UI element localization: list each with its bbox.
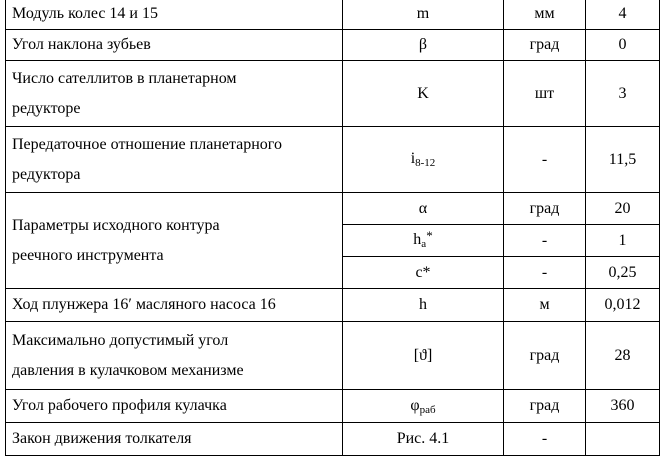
param-symbol: K bbox=[343, 61, 504, 127]
param-name-line: редуктора bbox=[12, 165, 81, 183]
param-unit: м bbox=[504, 289, 586, 322]
param-unit: шт bbox=[504, 61, 586, 127]
param-name-line: редукторе bbox=[12, 99, 81, 117]
param-unit: град bbox=[504, 193, 586, 225]
table-row bbox=[6, 289, 660, 322]
table-row bbox=[6, 61, 660, 127]
symbol-subscript: 8-12 bbox=[415, 157, 436, 169]
table-row bbox=[6, 0, 660, 30]
table-row bbox=[6, 322, 660, 390]
param-name-line: реечного инструмента bbox=[12, 246, 164, 264]
table-row bbox=[6, 30, 660, 61]
param-unit: - bbox=[504, 225, 586, 257]
param-name-line: Число сателлитов в планетарном bbox=[12, 69, 237, 87]
symbol-base: i bbox=[410, 150, 416, 167]
param-symbol bbox=[343, 225, 504, 257]
param-name: Закон движения толкателя bbox=[6, 423, 343, 456]
param-name bbox=[6, 127, 343, 193]
param-unit: град bbox=[504, 322, 586, 390]
table-row bbox=[6, 423, 660, 456]
param-name: Модуль колес 14 и 15 bbox=[6, 0, 343, 30]
param-symbol bbox=[343, 127, 504, 193]
param-unit: мм bbox=[504, 0, 586, 30]
param-value: 1 bbox=[586, 225, 660, 257]
param-symbol: [ϑ] bbox=[343, 322, 504, 390]
table-row bbox=[6, 390, 660, 423]
param-name: Угол рабочего профиля кулачка bbox=[6, 390, 343, 423]
table-row bbox=[6, 193, 660, 225]
param-name bbox=[6, 61, 343, 127]
param-name-line: Параметры исходного контура bbox=[12, 216, 220, 234]
symbol-subscript: раб bbox=[419, 403, 436, 416]
table-row bbox=[6, 127, 660, 193]
param-value: 3 bbox=[586, 61, 660, 127]
param-value: 11,5 bbox=[586, 127, 660, 193]
param-symbol: α bbox=[343, 193, 504, 225]
param-value: 20 bbox=[586, 193, 660, 225]
param-unit: - bbox=[504, 127, 586, 193]
param-symbol: m bbox=[343, 0, 504, 30]
param-unit: - bbox=[504, 423, 586, 456]
param-value: 360 bbox=[586, 390, 660, 423]
symbol-subscript: a bbox=[421, 238, 427, 250]
symbol-base: h bbox=[413, 231, 422, 248]
param-value bbox=[586, 423, 660, 456]
parameters-table bbox=[5, 0, 660, 456]
param-name bbox=[6, 193, 343, 289]
param-value: 0,25 bbox=[586, 257, 660, 289]
param-unit: - bbox=[504, 257, 586, 289]
param-symbol bbox=[343, 390, 504, 423]
param-value: 28 bbox=[586, 322, 660, 390]
param-symbol: β bbox=[343, 30, 504, 61]
param-value: 0,012 bbox=[586, 289, 660, 322]
param-name: Ход плунжера 16′ масляного насоса 16 bbox=[6, 289, 343, 322]
param-name-line: Передаточное отношение планетарного bbox=[12, 135, 282, 153]
param-value: 0 bbox=[586, 30, 660, 61]
param-name-line: Максимально допустимый угол bbox=[12, 331, 229, 349]
symbol-superscript: * bbox=[426, 228, 433, 243]
param-name-line: давления в кулачковом механизме bbox=[12, 361, 244, 379]
param-unit: град bbox=[504, 30, 586, 61]
param-symbol: Рис. 4.1 bbox=[343, 423, 504, 456]
param-symbol: c* bbox=[343, 257, 504, 289]
param-symbol: h bbox=[343, 289, 504, 322]
param-unit: град bbox=[504, 390, 586, 423]
param-name: Угол наклона зубьев bbox=[6, 30, 343, 61]
param-name bbox=[6, 322, 343, 390]
symbol-base: φ bbox=[410, 396, 420, 414]
param-value: 4 bbox=[586, 0, 660, 30]
